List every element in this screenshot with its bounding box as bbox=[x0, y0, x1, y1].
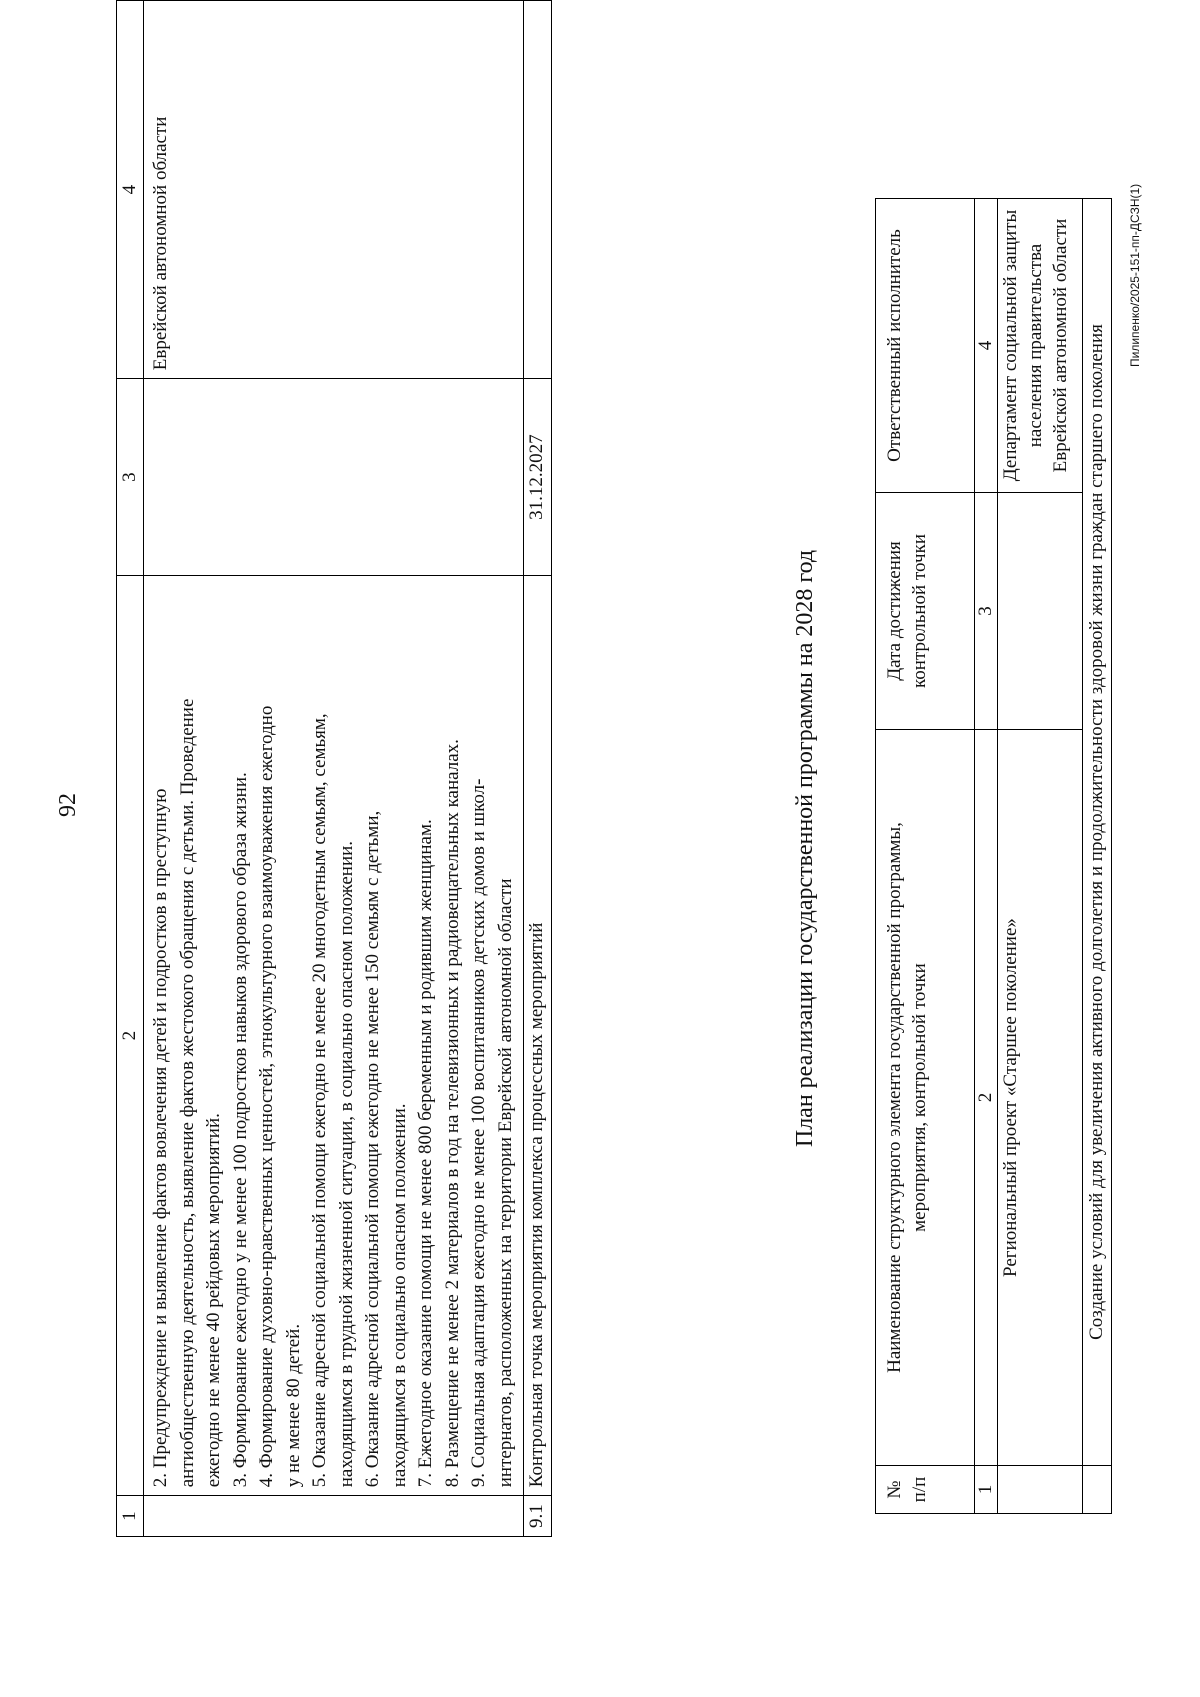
measure-line: 4. Формирование духовно-нравственных ценностей, этнокультурного взаимоуважения ежегодно bbox=[256, 705, 277, 1488]
column-number: 1 bbox=[117, 1496, 144, 1537]
measure-line: ежегодно не менее 40 рейдовых мероприятий. bbox=[203, 1113, 224, 1488]
table-row bbox=[524, 1, 552, 1537]
measure-line: интернатов, расположенных на территории Еврейской автономной области bbox=[494, 878, 516, 1488]
row-number bbox=[998, 1466, 1083, 1514]
measure-line: 7. Ежегодное оказание помощи не менее 800 беременным и родившим женщинам. bbox=[415, 819, 436, 1488]
row-number: 9.1 bbox=[524, 1496, 552, 1537]
date-header: Дата достижения контрольной точки bbox=[876, 493, 975, 730]
date-cell bbox=[144, 379, 524, 576]
executor-cell: Еврейской автономной области bbox=[144, 1, 524, 379]
date-cell: 31.12.2027 bbox=[524, 379, 552, 576]
task-name: Создание условий для увеличения активного долголетия и продолжительности здоровой жизни граждан старшего поколения bbox=[1083, 199, 1112, 1466]
executor-header: Ответственный исполнитель bbox=[876, 199, 975, 493]
measure-line: находящимся в социально опасном положении. bbox=[388, 1103, 410, 1488]
measure-line: у не менее 80 детей. bbox=[282, 1323, 304, 1488]
measure-line: находящимся в трудной жизненной ситуации, в социально опасном положении. bbox=[335, 840, 357, 1488]
measure-line: 3. Формирование ежегодно у не менее 100 подростков навыков здорового образа жизни. bbox=[229, 772, 251, 1488]
column-number-row bbox=[117, 1, 144, 1537]
table-row bbox=[144, 1, 524, 1537]
column-number: 1 bbox=[975, 1466, 998, 1514]
column-number: 4 bbox=[117, 1, 144, 379]
table-row bbox=[1083, 199, 1112, 1514]
column-number: 3 bbox=[117, 379, 144, 576]
name-header: Наименование структурного элемента государственной программы, мероприятия, контрольной точки bbox=[876, 730, 975, 1466]
measure-line: антиобщественную деятельность, выявление фактов жестокого обращения с детьми. Проведение bbox=[176, 698, 198, 1488]
measure-line: 6. Оказание адресной социальной помощи ежегодно не менее 150 семьям с детьми, bbox=[362, 810, 383, 1488]
page-number: 92 bbox=[55, 793, 81, 817]
measures-list bbox=[144, 575, 524, 1495]
measure-line: 2. Предупреждение и выявление фактов вовлечения детей и подростков в преступную bbox=[150, 788, 171, 1488]
column-number-row bbox=[975, 199, 998, 1514]
document-code: Пилипенко/2025-151-пп-ДСЗН(1) bbox=[1128, 183, 1142, 367]
date-cell bbox=[998, 493, 1083, 730]
section-title: План реализации государственной программы на 2028 год bbox=[792, 549, 818, 1148]
measure-line: 5. Оказание адресной социальной помощи ежегодно не менее 20 многодетным семьям, семьям, bbox=[309, 713, 330, 1488]
num-header: № п/п bbox=[876, 1466, 975, 1514]
executor-cell: Департамент социальной защиты населения правительства Еврейской автономной области bbox=[998, 199, 1083, 493]
measure-line: 8. Размещение не менее 2 материалов в год на телевизионных и радиовещательных каналах. bbox=[441, 739, 463, 1488]
control-point-name: Контрольная точка мероприятия комплекса процессных мероприятий bbox=[524, 575, 552, 1495]
column-number: 2 bbox=[975, 730, 998, 1466]
measure-line: 9. Социальная адаптация ежегодно не менее 100 воспитанников детских домов и школ- bbox=[468, 778, 489, 1488]
executor-cell bbox=[524, 1, 552, 379]
events-table bbox=[116, 0, 552, 1537]
project-name: Региональный проект «Старшее поколение» bbox=[998, 730, 1083, 1466]
column-number: 4 bbox=[975, 199, 998, 493]
column-number: 2 bbox=[117, 575, 144, 1495]
plan-table bbox=[875, 198, 1112, 1514]
row-number bbox=[1083, 1466, 1112, 1514]
column-number: 3 bbox=[975, 493, 998, 730]
row-number bbox=[144, 1496, 524, 1537]
header-row bbox=[876, 199, 975, 1514]
table-row bbox=[998, 199, 1083, 1514]
